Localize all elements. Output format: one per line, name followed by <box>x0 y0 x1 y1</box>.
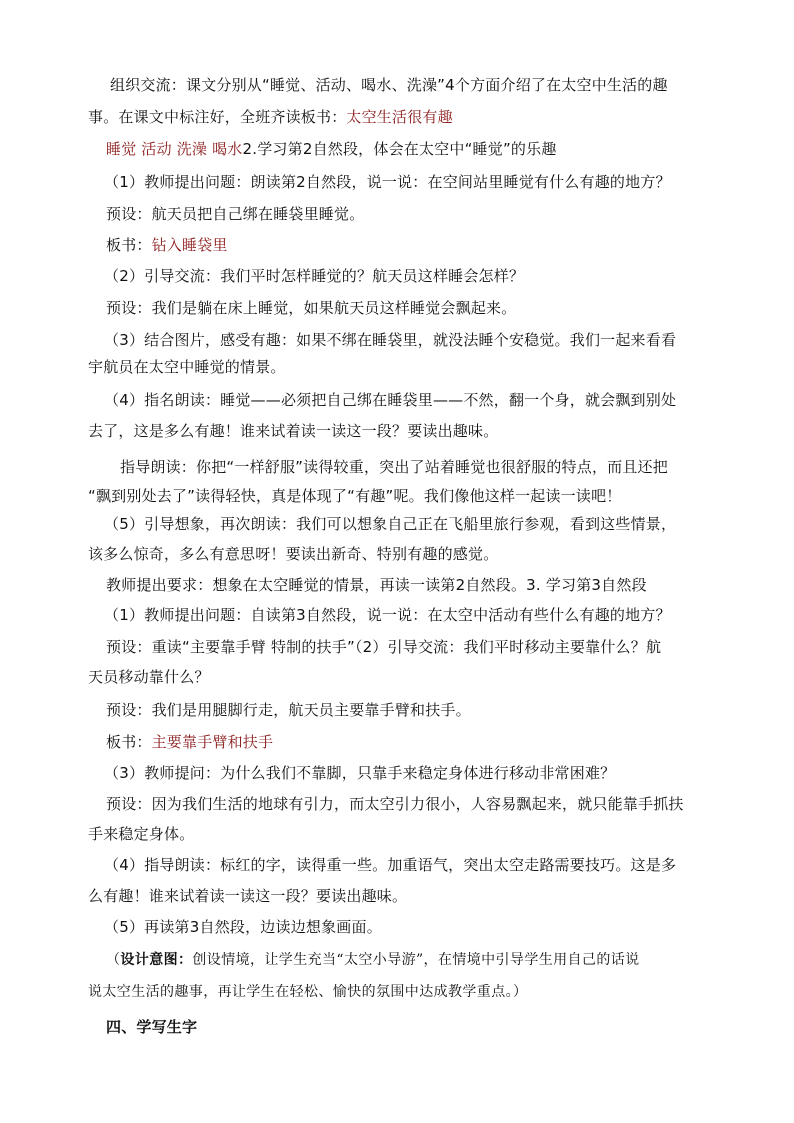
paragraph-line <box>88 421 728 441</box>
paragraph-line <box>104 330 744 350</box>
text-run: （2）引导交流：我们平时怎样睡觉的？航天员这样睡会怎样？ <box>104 267 525 285</box>
text-run: 创设情境，让学生充当“太空小导游”，在情境中引导学生用自己的话说 <box>192 952 640 968</box>
paragraph-line <box>88 486 728 506</box>
paragraph-line <box>88 107 728 127</box>
paragraph-line <box>104 763 744 783</box>
text-run: （4）指导朗读：标红的字，读得重一些。加重语气，突出太空走路需要技巧。这是多 <box>104 856 677 874</box>
paragraph-line <box>104 605 744 625</box>
text-run: 预设：航天员把自己绑在睡袋里睡觉。 <box>106 205 365 223</box>
text-run: 2.学习第2自然段，体会在太空中“睡觉”的乐趣 <box>242 140 557 158</box>
paragraph-line <box>106 575 746 595</box>
text-run: （3）结合图片，感受有趣：如果不绑在睡袋里，就没法睡个安稳觉。我们一起来看看 <box>104 331 677 349</box>
paragraph-line <box>106 204 746 224</box>
paragraph-line <box>88 886 728 906</box>
paragraph-line <box>88 544 728 564</box>
bold-text: 设计意图： <box>120 952 193 968</box>
text-run: （1）教师提出问题：自读第3自然段，说一说：在太空中活动有些什么有趣的地方？ <box>104 606 671 624</box>
text-run: 四、学写生字 <box>106 1018 198 1036</box>
highlight-text: 睡觉 活动 洗澡 喝水 <box>106 140 243 158</box>
paragraph-line <box>104 390 744 410</box>
text-run: 宇航员在太空中睡觉的情景。 <box>88 358 286 376</box>
paragraph-line <box>104 266 744 286</box>
text-run: 事。在课文中标注好，全班齐读板书： <box>88 108 347 126</box>
text-run: 该多么惊奇，多么有意思呀！要读出新奇、特别有趣的感觉。 <box>88 545 499 563</box>
text-run: 预设：重读“主要靠手臂 特制的扶手”（2）引导交流：我们平时移动主要靠什么？航 <box>106 638 662 656</box>
text-run: 预设：因为我们生活的地球有引力，而太空引力很小，人容易飘起来，就只能靠手抓扶 <box>106 795 684 813</box>
paragraph-line <box>88 667 728 687</box>
highlight-text: 主要靠手臂和扶手 <box>151 733 274 751</box>
text-run: （ <box>106 952 121 968</box>
paragraph-line <box>106 298 746 318</box>
text-run: （4）指名朗读：睡觉——必须把自己绑在睡袋里——不然，翻一个身，就会飘到别处 <box>104 391 677 409</box>
section-heading <box>106 1017 746 1037</box>
paragraph-line <box>106 794 746 814</box>
text-run: （1）教师提出问题：朗读第2自然段，说一说：在空间站里睡觉有什么有趣的地方？ <box>104 173 671 191</box>
text-run: 教师提出要求：想象在太空睡觉的情景，再读一读第2自然段。3. 学习第3自然段 <box>106 576 647 594</box>
text-run: （5）引导想象，再次朗读：我们可以想象自己正在飞船里旅行参观，看到这些情景， <box>104 515 677 533</box>
text-run: 天员移动靠什么？ <box>88 668 210 686</box>
paragraph-line <box>120 457 760 477</box>
paragraph-line <box>104 514 744 534</box>
text-run: 么有趣！谁来试着读一读这一段？要读出趣味。 <box>88 887 408 905</box>
paragraph-line <box>104 172 744 192</box>
text-run: “飘到别处去了”读得轻快，真是体现了“有趣”呢。我们像他这样一起读一读吧！ <box>88 487 622 505</box>
paragraph-line <box>106 700 746 720</box>
text-run: 预设：我们是躺在床上睡觉，如果航天员这样睡觉会飘起来。 <box>106 299 517 317</box>
text-run: 说太空生活的趣事，再让学生在轻松、愉快的氛围中达成教学重点。） <box>88 984 528 1000</box>
paragraph-line <box>106 732 746 752</box>
paragraph-line <box>106 139 746 159</box>
highlight-text: 钻入睡袋里 <box>151 236 228 254</box>
design-intent-line <box>106 950 746 970</box>
text-run: 指导朗读：你把“一样舒服”读得较重，突出了站着睡觉也很舒服的特点，而且还把 <box>120 458 668 476</box>
paragraph-line <box>106 235 746 255</box>
paragraph-line <box>106 637 746 657</box>
paragraph-line <box>88 824 728 844</box>
highlight-text: 太空生活很有趣 <box>346 108 453 126</box>
paragraph-line <box>110 75 750 95</box>
design-intent-line <box>88 982 728 1002</box>
paragraph-line <box>88 357 728 377</box>
text-run: 板书： <box>106 236 152 254</box>
text-run: 预设：我们是用腿脚行走，航天员主要靠手臂和扶手。 <box>106 701 471 719</box>
text-run: 去了，这是多么有趣！谁来试着读一读这一段？要读出趣味。 <box>88 422 499 440</box>
text-run: （3）教师提问：为什么我们不靠脚，只靠手来稳定身体进行移动非常困难？ <box>104 764 616 782</box>
paragraph-line <box>104 917 744 937</box>
paragraph-line <box>104 855 744 875</box>
text-run: （5）再读第3自然段，边读边想象画面。 <box>104 918 382 936</box>
text-run: 板书： <box>106 733 152 751</box>
text-run: 手来稳定身体。 <box>88 825 195 843</box>
text-run: 组织交流：课文分别从“睡觉、活动、喝水、洗澡”4个方面介绍了在太空中生活的趣 <box>110 76 668 94</box>
